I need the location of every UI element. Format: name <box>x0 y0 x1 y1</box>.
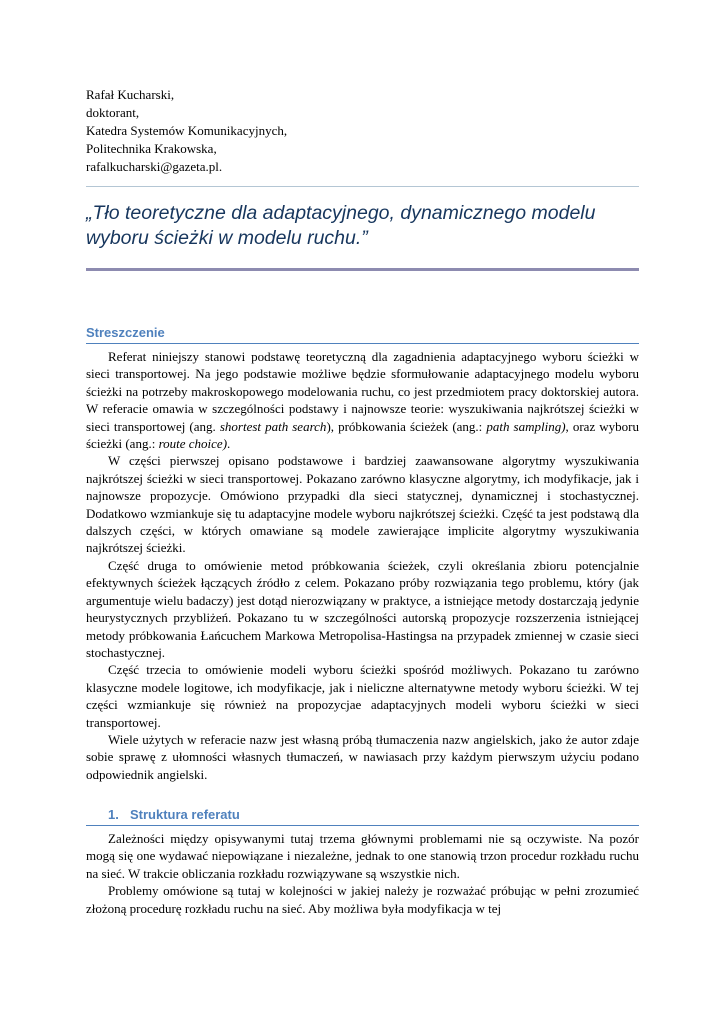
section-1-heading <box>86 807 639 826</box>
abstract-p1-italic-3: route choice) <box>158 436 228 452</box>
author-block <box>86 86 626 176</box>
abstract-p1-italic-2: path sampling) <box>486 418 566 434</box>
section-1-number: 1. <box>108 807 119 822</box>
header-divider <box>86 186 639 187</box>
author-email: rafalkucharski@gazeta.pl. <box>86 159 223 174</box>
abstract-paragraph-4: Część trzecia to omówienie modeli wyboru ścieżki spośród możliwych. Pokazano tu zarówno klasyczne modele logitowe, ich modyfikacje, jak i nieliczne alternatywne metody wyboru ścieżki. W tej części wzmiankuje się również na propozycjae adaptacyjnych modeli wyboru ścieżki w sieci transportowej. <box>86 662 639 730</box>
author-university: Politechnika Krakowska, <box>86 141 217 156</box>
document-title: „Tło teoretyczne dla adaptacyjnego, dynamicznego modelu wyboru ścieżki w modelu ruchu.” <box>86 202 596 249</box>
abstract-body <box>86 348 639 783</box>
abstract-paragraph-5: Wiele użytych w referacie nazw jest własną próbą tłumaczenia nazw angielskich, jako że autor zdaje sobie sprawę z ułomności własnych tłumaczeń, w nawiasach przy każdym pierwszym użyciu podano odpowiednik angielski. <box>86 731 639 782</box>
section-1-paragraph-1: Zależności między opisywanymi tutaj trzema głównymi problemami nie są oczywiste. Na pozór mogą się one wydawać niepowiązane i niezależne, jednak to one stanowią trzon procedur rozkładu ruchu na sieć. W trakcie obliczania rozkładu rozwiązywane są wszystkie nich. <box>86 831 639 881</box>
author-role: doktorant, <box>86 105 140 120</box>
abstract-paragraph-2: W części pierwszej opisano podstawowe i bardziej zaawansowane algorytmy wyszukiwania najkrótszej ścieżki w sieci transportowej. Pokazano zarówno klasyczne algorytmy, ich modyfikacje, jak i najnowsze propozycje. Omówiono przypadki dla sieci statycznej, dynamicznej i stochastycznej. Dodatkowo wzmiankuje się tu adaptacyjne modele wyboru najkrótszej ścieżki. Część ta jest podstawą dla dalszych części, w których omawiane są modele zawierające implicite algorytmy wyszukiwania najkrótszej ścieżki. <box>86 453 639 556</box>
abstract-paragraph-1 <box>86 348 639 452</box>
abstract-p1-text-3: , oraz wyboru ścieżki (ang.: <box>86 418 639 452</box>
abstract-p1-text-2: ), próbkowania ścieżek (ang.: <box>326 418 487 434</box>
abstract-paragraph-3: Część druga to omówienie metod próbkowania ścieżek, czyli określania zbioru potencjalnie efektywnych ścieżek łączących źródło z celem. Pokazano próby rozwiązania tego problemu, który (jak argumentuje wielu badaczy) jest dotąd nierozwiązany w praktyce, a istniejące metody dostarczają jedynie heurystycznych przybliżeń. Pokazano tu w szczególności autorską propozycje rozszerzenia istniejącej metody próbkowania Łańcuchem Markowa Metropolisa-Hastingsa na przypadek zmiennej w czasie sieci stochastycznej. <box>86 557 639 660</box>
author-department: Katedra Systemów Komunikacyjnych, <box>86 123 288 138</box>
abstract-p1-italic-1: shortest path search <box>219 418 327 434</box>
abstract-heading: Streszczenie <box>86 325 639 344</box>
abstract-p1-text-4: . <box>227 436 231 452</box>
abstract-p1-text-1: Referat niniejszy stanowi podstawę teoretyczną dla zagadnienia adaptacyjnego wyboru ścieżki w sieci transportowej. Na jego podstawie możliwe będzie sformułowanie adaptacyjnego modelu wyboru ścieżki na potrzeby makroskopowego modelowania ruchu, co jest przedmiotem pracy doktorskiej autora. W referacie omawia w szczególności podstawy i najnowsze teorie: wyszukiwania najkrótszej ścieżki w sieci transportowej (ang. <box>86 349 639 434</box>
author-name: Rafał Kucharski, <box>86 87 175 102</box>
section-1-body <box>86 830 639 917</box>
section-1-title: Struktura referatu <box>130 807 240 822</box>
section-1-paragraph-2: Problemy omówione są tutaj w kolejności w jakiej należy je rozważać próbując w pełni zrozumieć złożoną procedurę rozkładu ruchu na sieć. Aby możliwa była modyfikacja w tej <box>86 883 639 916</box>
title-divider <box>86 268 639 271</box>
